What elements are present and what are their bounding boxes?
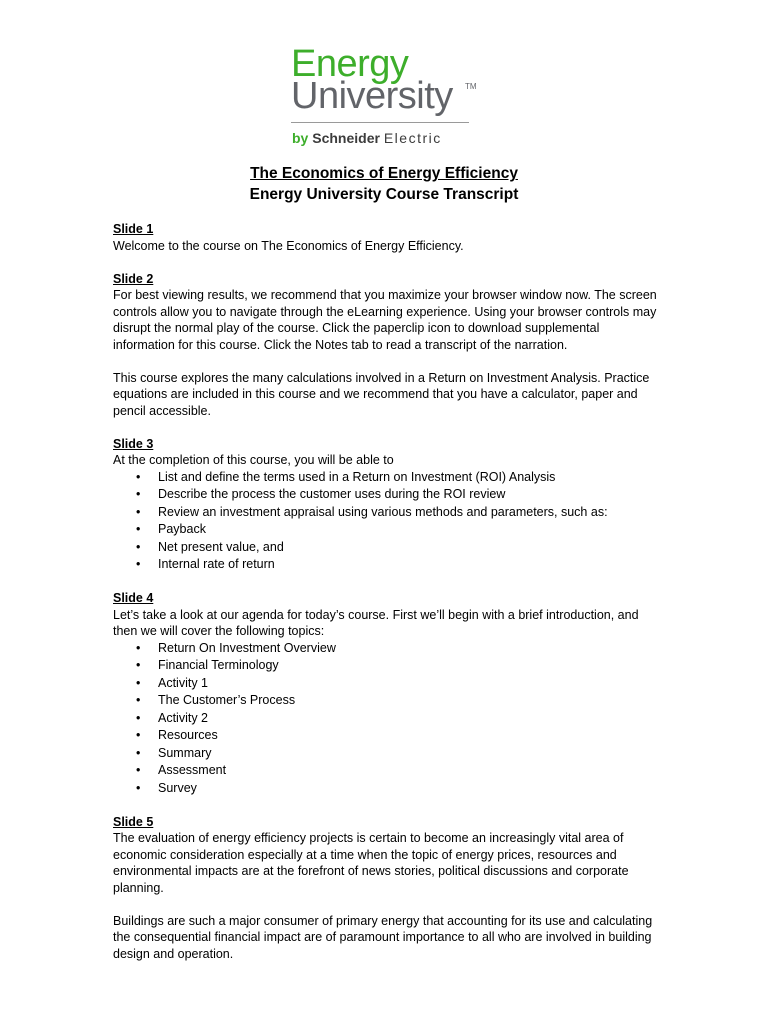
logo-by: by [292, 130, 309, 146]
list-item: • Return On Investment Overview [113, 640, 661, 658]
list-item: • Summary [113, 745, 661, 763]
slide-4-section [113, 590, 661, 797]
slide-1-section [113, 221, 661, 254]
slide-intro: Let’s take a look at our agenda for today’s course. First we’ll begin with a brief introduction, and then we will cover the following topics: [113, 607, 639, 638]
energy-university-logo [0, 40, 768, 155]
slide-2-section [113, 271, 661, 420]
document-title: The Economics of Energy Efficiency [250, 165, 518, 182]
slide-5-section [113, 814, 661, 963]
agenda-list [113, 640, 661, 798]
list-item: • The Customer’s Process [113, 692, 661, 710]
logo-byline [292, 129, 442, 147]
slide-3-section [113, 436, 661, 574]
list-item: • Activity 2 [113, 710, 661, 728]
list-item: • Assessment [113, 762, 661, 780]
slide-heading: Slide 5 [113, 814, 154, 829]
document-subtitle: Energy University Course Transcript [249, 186, 519, 203]
slide-text: Welcome to the course on The Economics of Energy Efficiency. [113, 238, 464, 253]
list-item: • Survey [113, 780, 661, 798]
list-item: • Internal rate of return [113, 556, 661, 574]
transcript-body [113, 221, 661, 962]
list-item: • List and define the terms used in a Return on Investment (ROI) Analysis [113, 469, 661, 487]
list-item: • Activity 1 [113, 675, 661, 693]
list-item: • Payback [113, 521, 661, 539]
slide-heading: Slide 1 [113, 222, 154, 236]
logo-energy-word: Energy [291, 43, 409, 85]
slide-paragraph: This course explores the many calculations involved in a Return on Investment Analysis. Practice equations are included in this course and we recommend that you have a calculator, paper and pencil accessible. [113, 370, 650, 418]
list-item: • Describe the process the customer uses during the ROI review [113, 486, 661, 504]
list-item: • Review an investment appraisal using various methods and parameters, such as: [113, 504, 661, 522]
logo-brand-sub: Electric [383, 130, 442, 146]
list-item: • Financial Terminology [113, 657, 661, 675]
slide-paragraph: For best viewing results, we recommend that you maximize your browser window now. The screen controls allow you to navigate through the eLearning experience. Using your browser controls may disrupt the normal play of the course. Click the paperclip icon to download supplemental information for this course. Click the Notes tab to read a transcript of the narration. [113, 288, 657, 352]
slide-paragraph: Buildings are such a major consumer of primary energy that accounting for its use and calculating the consequential financial impact are of paramount importance to all who are involved in building design and operation. [113, 913, 653, 961]
slide-intro: At the completion of this course, you will be able to [113, 453, 394, 467]
list-item: • Resources [113, 727, 661, 745]
slide-heading: Slide 4 [113, 591, 154, 605]
logo-brand: Schneider [312, 130, 380, 146]
objectives-list [113, 469, 661, 574]
logo-university-word: University [291, 75, 453, 117]
logo-divider [291, 122, 469, 123]
logo-trademark: TM [465, 82, 477, 91]
list-item: • Net present value, and [113, 539, 661, 557]
slide-heading: Slide 2 [113, 271, 154, 286]
slide-heading: Slide 3 [113, 436, 154, 451]
slide-paragraph: The evaluation of energy efficiency projects is certain to become an increasingly vital area of economic consideration especially at a time when the topic of energy prices, resources and environmental impacts are at the forefront of news stories, political discussions and corporate planning. [113, 831, 629, 895]
